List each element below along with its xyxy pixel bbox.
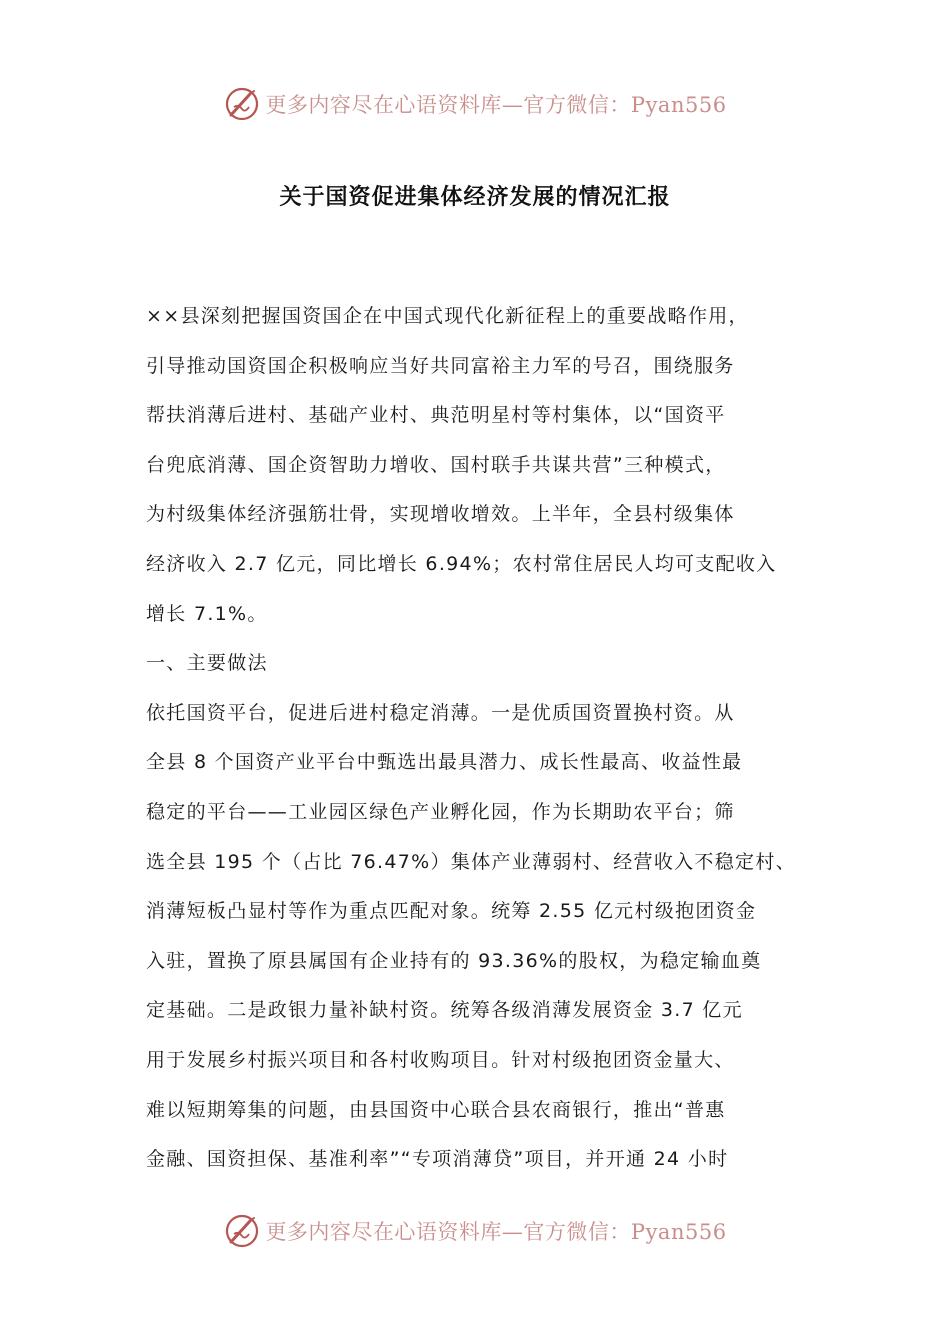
header-banner-text: 更多内容尽在心语资料库—官方微信：Pyan556 [265, 93, 727, 117]
text-line: 全县 8 个国资产业平台中甄选出最具潜力、成长性最高、收益性最 [146, 751, 743, 774]
text-line: 为村级集体经济强筋壮骨，实现增收增效。上半年，全县村级集体 [146, 503, 735, 526]
text-line: 难以短期筹集的问题，由县国资中心联合县农商银行，推出“普惠 [146, 1098, 726, 1121]
text-line: ××县深刻把握国资国企在中国式现代化新征程上的重要战略作用， [146, 305, 749, 327]
text-line: 定基础。二是政银力量补缺村资。统筹各级消薄发展资金 3.7 亿元 [146, 999, 743, 1022]
footer-banner-text: 更多内容尽在心语资料库—官方微信：Pyan556 [265, 1220, 727, 1244]
text-line: 经济收入 2.7 亿元，同比增长 6.94%；农村常住居民人均可支配收入 [146, 552, 777, 575]
text-line: 用于发展乡村振兴项目和各村收购项目。针对村级抱团资金量大、 [146, 1048, 735, 1071]
text-line: 增长 7.1%。 [146, 602, 268, 625]
pen-circle-logo-icon [223, 85, 261, 123]
text-line: 帮扶消薄后进村、基础产业村、典范明星村等村集体，以“国资平 [146, 404, 726, 427]
text-line: 依托国资平台，促进后进村稳定消薄。一是优质国资置换村资。从 [146, 701, 735, 724]
text-line: 稳定的平台——工业园区绿色产业孵化园，作为长期助农平台；筛 [146, 800, 735, 823]
text-line: 引导推动国资国企积极响应当好共同富裕主力军的号召，围绕服务 [146, 354, 735, 377]
pen-circle-logo-icon [223, 1212, 261, 1250]
footer-banner [0, 1209, 950, 1253]
text-line: 入驻，置换了原县属国有企业持有的 93.36%的股权，为稳定输血奠 [146, 949, 762, 972]
text-line: 台兜底消薄、国企资智助力增收、国村联手共谋共营”三种模式， [146, 453, 726, 476]
section-heading: 一、主要做法 [146, 652, 268, 675]
header-banner [0, 82, 950, 126]
document-body [146, 292, 806, 1185]
text-line: 消薄短板凸显村等作为重点匹配对象。统筹 2.55 亿元村级抱团资金 [146, 900, 757, 923]
text-line: 金融、国资担保、基准利率”“专项消薄贷”项目，并开通 24 小时 [146, 1148, 729, 1171]
text-line: 选全县 195 个（占比 76.47%）集体产业薄弱村、经营收入不稳定村、 [146, 850, 796, 873]
document-title: 关于国资促进集体经济发展的情况汇报 [279, 185, 671, 210]
